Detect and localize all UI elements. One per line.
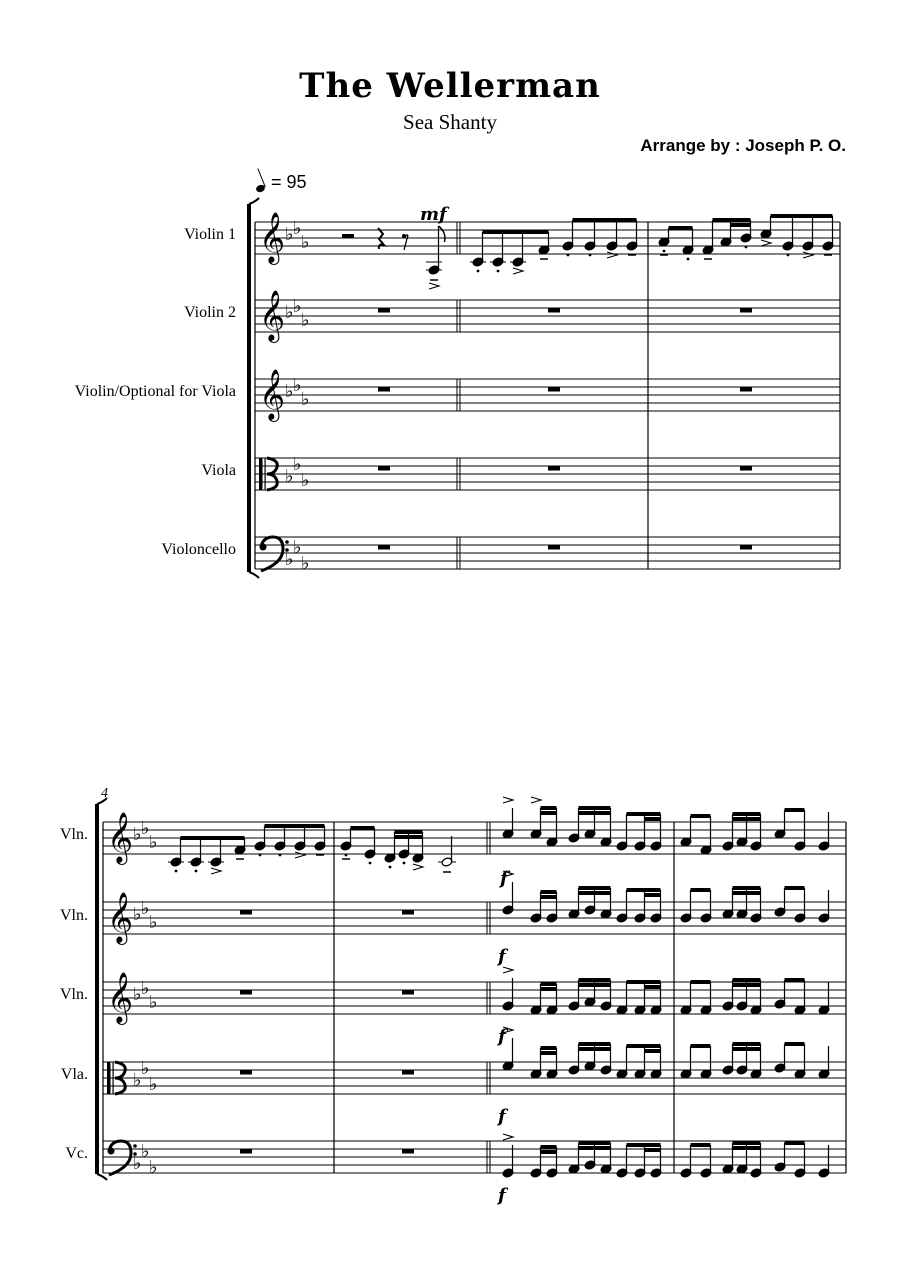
alto-clef-icon <box>265 458 266 490</box>
flat-icon: ♭ <box>149 1074 158 1095</box>
flat-icon: ♭ <box>301 232 310 253</box>
flat-icon: ♭ <box>293 454 302 475</box>
accent-mark <box>211 868 221 874</box>
system-bracket <box>249 198 259 204</box>
treble-clef-icon: 𝄞 <box>107 972 134 1023</box>
staccato-mark <box>477 270 480 273</box>
whole-rest-icon <box>378 308 390 313</box>
accent-mark <box>503 1134 513 1140</box>
instrument-label-violin-optional: Violin/Optional for Viola <box>74 383 236 400</box>
accent-mark <box>429 283 439 289</box>
flat-icon: ♭ <box>301 310 310 331</box>
bass-clef-icon <box>133 1144 137 1148</box>
treble-clef-icon: 𝄞 <box>107 812 134 863</box>
instrument-label-vln-2: Vln. <box>60 907 88 924</box>
half-rest-icon <box>342 234 354 238</box>
flat-icon: ♭ <box>141 898 150 919</box>
dynamic-marking: f <box>498 946 506 967</box>
dynamic-marking: f <box>500 868 508 889</box>
instrument-label-violin-1: Violin 1 <box>184 226 236 243</box>
system-bracket <box>97 1174 107 1180</box>
staccato-mark <box>175 870 178 873</box>
accent-mark <box>513 268 523 274</box>
instrument-label-violin-2: Violin 2 <box>184 304 236 321</box>
flat-icon: ♭ <box>285 224 294 245</box>
flat-icon: ♭ <box>133 824 142 845</box>
system-bracket <box>97 798 107 804</box>
bass-clef-icon <box>261 537 283 571</box>
flat-icon: ♭ <box>285 381 294 402</box>
accent-mark <box>531 797 541 803</box>
whole-rest-icon <box>402 990 414 995</box>
whole-rest-icon <box>740 387 752 392</box>
tempo-value: = 95 <box>271 172 307 192</box>
alto-clef-icon <box>107 1062 111 1094</box>
flat-icon: ♭ <box>301 470 310 491</box>
whole-rest-icon <box>240 990 252 995</box>
instrument-label-viola: Viola <box>201 462 236 479</box>
staccato-mark <box>567 254 570 257</box>
system-bracket <box>249 572 259 578</box>
staccato-mark <box>389 866 392 869</box>
whole-rest-icon <box>240 910 252 915</box>
whole-rest-icon <box>402 1149 414 1154</box>
staccato-mark <box>663 250 666 253</box>
instrument-label-vla: Vla. <box>60 1066 88 1083</box>
flat-icon: ♭ <box>293 537 302 558</box>
alto-clef-icon <box>113 1062 114 1094</box>
whole-rest-icon <box>402 1070 414 1075</box>
flat-icon: ♭ <box>301 553 310 574</box>
staccato-mark <box>589 254 592 257</box>
whole-rest-icon <box>378 466 390 471</box>
flat-icon: ♭ <box>141 818 150 839</box>
staccato-mark <box>497 270 500 273</box>
bass-clef-icon <box>260 544 267 551</box>
whole-rest-icon <box>548 545 560 550</box>
whole-rest-icon <box>740 308 752 313</box>
flat-icon: ♭ <box>149 1157 158 1178</box>
flat-icon: ♭ <box>285 302 294 323</box>
whole-rest-icon <box>378 387 390 392</box>
bass-clef-icon <box>109 1141 131 1175</box>
score-title: The Wellerman <box>299 66 601 106</box>
flat-icon: ♭ <box>285 549 294 570</box>
staccato-mark <box>259 854 262 857</box>
accent-mark <box>413 864 423 870</box>
dynamic-marking: f <box>498 1026 506 1047</box>
whole-rest-icon <box>240 1149 252 1154</box>
flat-icon: ♭ <box>133 1153 142 1174</box>
treble-clef-icon: 𝄞 <box>107 892 134 943</box>
whole-rest-icon <box>548 466 560 471</box>
accent-mark <box>503 967 513 973</box>
staccato-mark <box>787 254 790 257</box>
flat-icon: ♭ <box>301 389 310 410</box>
accent-mark <box>503 797 513 803</box>
accent-mark <box>295 852 305 858</box>
staccato-mark <box>403 862 406 865</box>
alto-clef-icon <box>259 458 263 490</box>
instrument-label-violoncello: Violoncello <box>161 541 236 558</box>
flat-icon: ♭ <box>149 992 158 1013</box>
note-flag <box>439 226 445 242</box>
staccato-mark <box>345 854 348 857</box>
flat-icon: ♭ <box>141 1141 150 1162</box>
flat-icon: ♭ <box>285 466 294 487</box>
treble-clef-icon: 𝄞 <box>259 290 286 341</box>
staccato-mark <box>279 854 282 857</box>
flat-icon: ♭ <box>293 218 302 239</box>
whole-rest-icon <box>740 466 752 471</box>
flat-icon: ♭ <box>293 375 302 396</box>
flat-icon: ♭ <box>293 296 302 317</box>
staccato-mark <box>369 862 372 865</box>
whole-rest-icon <box>378 545 390 550</box>
bass-clef-icon <box>108 1148 115 1155</box>
treble-clef-icon: 𝄞 <box>259 212 286 263</box>
flat-icon: ♭ <box>141 1058 150 1079</box>
whole-rest-icon <box>402 910 414 915</box>
measure-number: 4 <box>101 786 108 801</box>
whole-rest-icon <box>548 308 560 313</box>
score-subtitle: Sea Shanty <box>403 110 497 134</box>
staccato-mark <box>745 246 748 249</box>
whole-rest-icon <box>740 545 752 550</box>
dynamic-marking: mf <box>420 204 447 225</box>
bass-clef-icon <box>285 540 289 544</box>
flat-icon: ♭ <box>133 904 142 925</box>
flat-icon: ♭ <box>149 832 158 853</box>
instrument-label-vln-1: Vln. <box>60 826 88 843</box>
staccato-mark <box>195 870 198 873</box>
flat-icon: ♭ <box>133 984 142 1005</box>
flat-icon: ♭ <box>149 912 158 933</box>
staccato-mark <box>687 258 690 261</box>
flat-icon: ♭ <box>133 1070 142 1091</box>
treble-clef-icon: 𝄞 <box>259 369 286 420</box>
accent-mark <box>803 252 813 258</box>
instrument-label-vc: Vc. <box>65 1145 88 1162</box>
dynamic-marking: f <box>498 1185 506 1206</box>
whole-rest-icon <box>240 1070 252 1075</box>
dynamic-marking: f <box>498 1106 506 1127</box>
accent-mark <box>607 252 617 258</box>
flat-icon: ♭ <box>141 978 150 999</box>
instrument-label-vln-3: Vln. <box>60 986 88 1003</box>
arranger-credit: Arrange by : Joseph P. O. <box>640 136 846 155</box>
whole-rest-icon <box>548 387 560 392</box>
accent-mark <box>761 240 771 246</box>
